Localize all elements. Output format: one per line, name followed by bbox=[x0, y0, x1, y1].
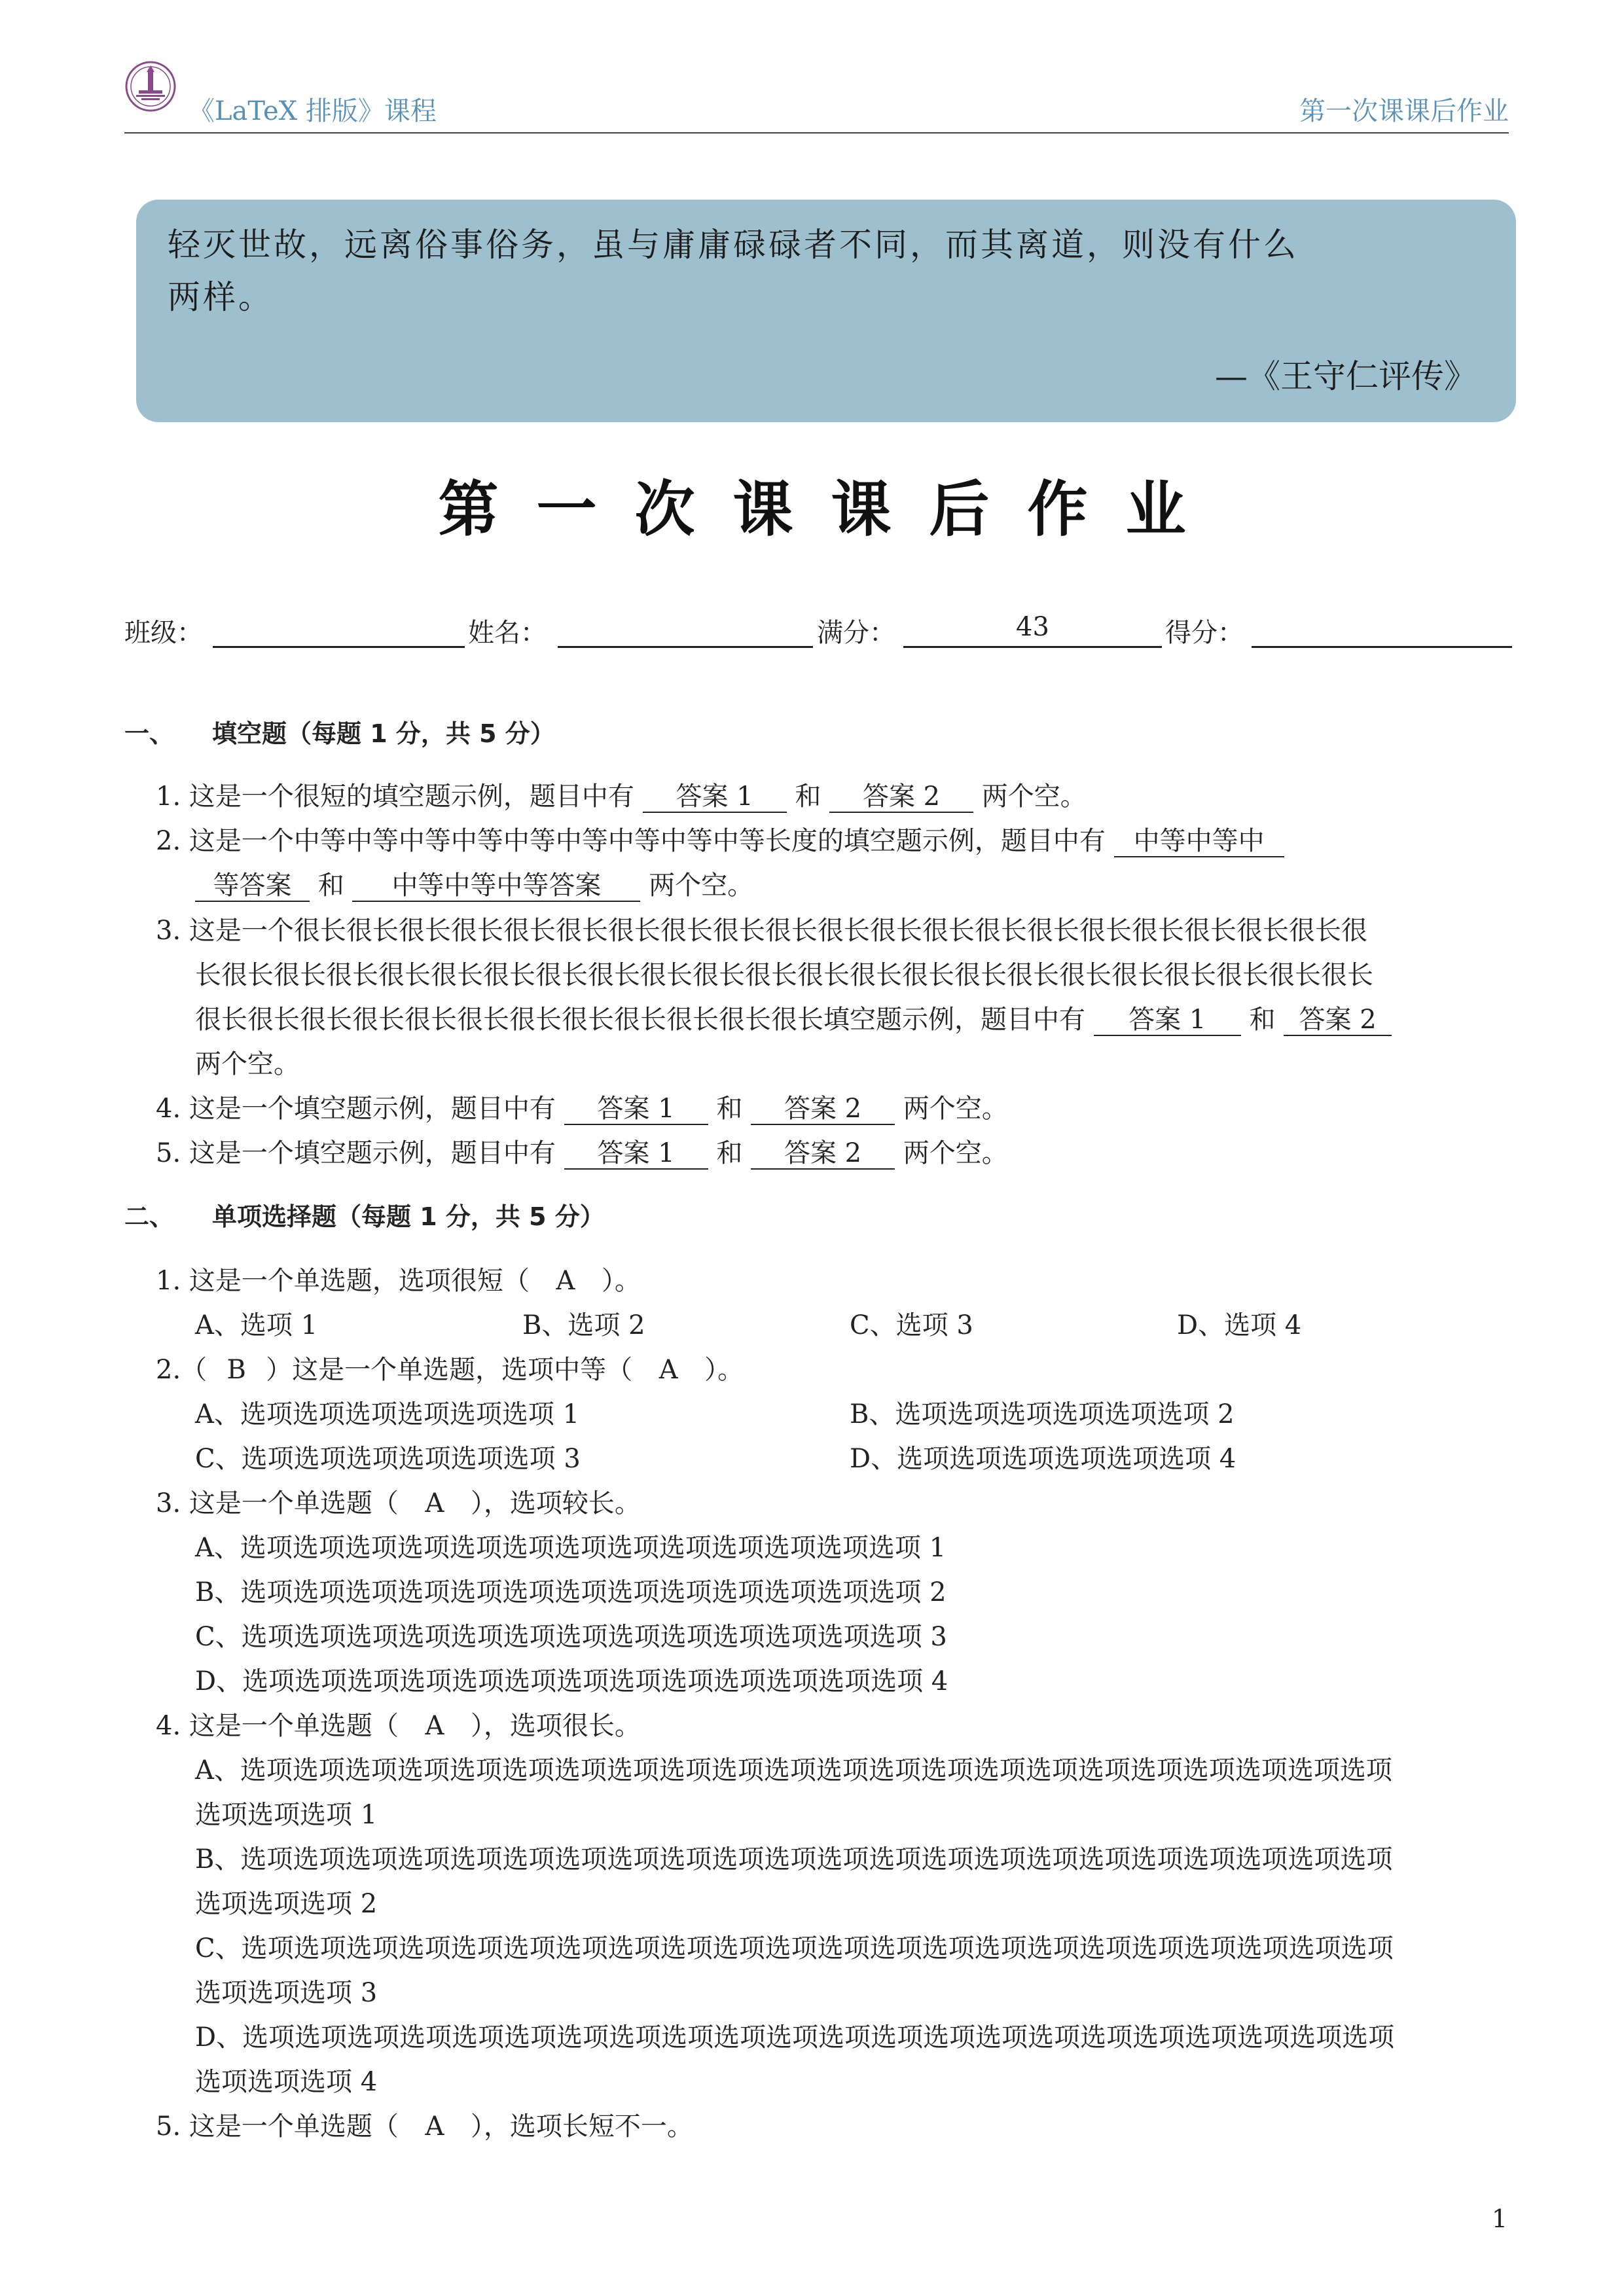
question-text: ），选项很长。 bbox=[470, 1711, 641, 1741]
question-text: 和 bbox=[716, 1138, 743, 1168]
choice-question-2 bbox=[156, 1349, 744, 1386]
question-text: （ bbox=[181, 1355, 208, 1385]
answer-choice[interactable]: A bbox=[556, 1266, 575, 1296]
page-number: 1 bbox=[1491, 2204, 1507, 2233]
option-c[interactable]: C、选项选项选项选项选项选项选项选项选项选项选项选项选项 3 bbox=[195, 1622, 947, 1652]
option-d-cont[interactable]: 选项选项选项 4 bbox=[195, 2067, 378, 2097]
class-field[interactable] bbox=[213, 646, 465, 648]
question-text: ）。 bbox=[601, 1266, 641, 1296]
course-name: 《LaTeX 排版》课程 bbox=[189, 96, 437, 126]
question-number: 3. bbox=[156, 916, 181, 946]
fill-question-5 bbox=[156, 1132, 1008, 1170]
option-d[interactable]: D、选项 4 bbox=[1177, 1310, 1302, 1340]
question-text: 这是一个中等中等中等中等中等中等中等中等中等长度的填空题示例，题目中有 bbox=[189, 826, 1106, 856]
answer-choice[interactable]: B bbox=[226, 1355, 246, 1385]
question-text: 这是一个单选题（ bbox=[189, 1711, 399, 1741]
full-score-label: 满分： bbox=[817, 618, 895, 648]
answer-blank[interactable]: 答案 1 bbox=[1094, 1005, 1241, 1036]
answer-blank[interactable]: 答案 2 bbox=[751, 1138, 895, 1170]
score-label: 得分： bbox=[1165, 618, 1244, 648]
choice-question-3 bbox=[156, 1482, 641, 1520]
question-text: 这是一个填空题示例，题目中有 bbox=[189, 1094, 556, 1124]
answer-blank[interactable]: 中等中等中等答案 bbox=[352, 870, 640, 902]
question-number: 3. bbox=[156, 1488, 181, 1518]
question-text: 这是一个单选题（ bbox=[189, 2111, 399, 2142]
quote-text bbox=[168, 211, 1482, 331]
answer-choice[interactable]: A bbox=[425, 2111, 444, 2142]
question-number: 1. bbox=[156, 781, 181, 812]
fill-question-4 bbox=[156, 1088, 1008, 1125]
score-field[interactable] bbox=[1252, 646, 1512, 648]
option-d[interactable]: D、选项选项选项选项选项选项选项选项选项选项选项选项选项选项选项选项选项选项选项选项选项选项 bbox=[195, 2022, 1395, 2053]
question-text: ）这是一个单选题，选项中等（ bbox=[266, 1355, 633, 1385]
quote-line-2: 两样。 bbox=[168, 278, 274, 316]
section-number: 一、 bbox=[124, 719, 175, 748]
option-c[interactable]: C、选项选项选项选项选项选项选项选项选项选项选项选项选项选项选项选项选项选项选项选项选项选项 bbox=[195, 1933, 1394, 1964]
option-a[interactable]: A、选项 1 bbox=[195, 1310, 318, 1340]
question-text: 两个空。 bbox=[649, 870, 754, 901]
answer-blank[interactable]: 答案 1 bbox=[564, 1094, 708, 1125]
answer-choice[interactable]: A bbox=[425, 1711, 444, 1741]
option-a[interactable]: A、选项选项选项选项选项选项 1 bbox=[195, 1399, 580, 1429]
assignment-name: 第一次课课后作业 bbox=[1299, 96, 1509, 126]
question-number: 4. bbox=[156, 1711, 181, 1741]
section-heading-single-choice bbox=[124, 1196, 605, 1232]
name-field[interactable] bbox=[558, 646, 813, 648]
answer-blank[interactable]: 答案 1 bbox=[643, 781, 787, 813]
fill-question-1 bbox=[156, 776, 1087, 813]
answer-blank[interactable]: 中等中等中 bbox=[1114, 826, 1284, 857]
question-text: 和 bbox=[1249, 1005, 1276, 1035]
option-a-cont[interactable]: 选项选项选项 1 bbox=[195, 1800, 378, 1830]
section-heading-fill-blank bbox=[124, 713, 555, 749]
option-b[interactable]: B、选项 2 bbox=[522, 1310, 645, 1340]
choice-question-1 bbox=[156, 1260, 641, 1297]
fill-question-2 bbox=[156, 820, 1284, 857]
question-number: 1. bbox=[156, 1266, 181, 1296]
section-title: 填空题（每题 1 分，共 5 分） bbox=[212, 719, 555, 748]
answer-choice[interactable]: A bbox=[425, 1488, 444, 1518]
option-a[interactable]: A、选项选项选项选项选项选项选项选项选项选项选项选项选项选项选项选项选项选项选项选项选项选项 bbox=[195, 1755, 1392, 1785]
answer-choice[interactable]: A bbox=[659, 1355, 678, 1385]
question-text: 两个空。 bbox=[903, 1138, 1008, 1168]
answer-blank[interactable]: 等答案 bbox=[195, 870, 310, 902]
option-a[interactable]: A、选项选项选项选项选项选项选项选项选项选项选项选项选项 1 bbox=[195, 1533, 947, 1563]
option-b[interactable]: B、选项选项选项选项选项选项选项选项选项选项选项选项选项 2 bbox=[195, 1577, 947, 1607]
question-number: 5. bbox=[156, 1138, 181, 1168]
option-b[interactable]: B、选项选项选项选项选项选项选项选项选项选项选项选项选项选项选项选项选项选项选项选项选项选项 bbox=[195, 1844, 1393, 1874]
quote-source: —《王守仁评传》 bbox=[1215, 357, 1477, 395]
fill-question-3-line4: 两个空。 bbox=[195, 1049, 300, 1079]
full-score-underline bbox=[903, 646, 1162, 648]
answer-blank[interactable]: 答案 2 bbox=[1284, 1005, 1392, 1036]
class-label: 班级： bbox=[124, 618, 203, 648]
fill-question-2-cont bbox=[195, 865, 753, 902]
answer-blank[interactable]: 答案 1 bbox=[564, 1138, 708, 1170]
question-text: 两个空。 bbox=[903, 1094, 1008, 1124]
answer-blank[interactable]: 答案 2 bbox=[751, 1094, 895, 1125]
question-text: 这是一个很短的填空题示例，题目中有 bbox=[189, 781, 634, 812]
fill-question-3-line2: 长很长很长很长很长很长很长很长很长很长很长很长很长很长很长很长很长很长很长很长很长很长很长 bbox=[195, 960, 1373, 990]
question-text: 和 bbox=[716, 1094, 743, 1124]
option-c-cont[interactable]: 选项选项选项 3 bbox=[195, 1978, 378, 2008]
choice-question-5 bbox=[156, 2106, 693, 2143]
option-c[interactable]: C、选项选项选项选项选项选项 3 bbox=[195, 1444, 581, 1474]
full-score-value: 43 bbox=[1016, 612, 1049, 642]
option-b[interactable]: B、选项选项选项选项选项选项 2 bbox=[850, 1399, 1235, 1429]
quote-line-1: 轻灭世故，远离俗事俗务，虽与庸庸碌碌者不同，而其离道，则没有什么 bbox=[168, 226, 1299, 264]
option-c[interactable]: C、选项 3 bbox=[850, 1310, 973, 1340]
option-d[interactable]: D、选项选项选项选项选项选项 4 bbox=[850, 1444, 1236, 1474]
question-text: 这是一个单选题（ bbox=[189, 1488, 399, 1518]
question-number: 4. bbox=[156, 1094, 181, 1124]
question-text: 两个空。 bbox=[981, 781, 1087, 812]
question-number: 2. bbox=[156, 826, 181, 856]
question-text: ）。 bbox=[704, 1355, 744, 1385]
name-label: 姓名： bbox=[468, 618, 547, 648]
choice-question-4 bbox=[156, 1705, 641, 1742]
question-text: 和 bbox=[795, 781, 821, 812]
question-text: 很长很长很长很长很长很长很长很长很长很长很长很长填空题示例，题目中有 bbox=[195, 1005, 1085, 1035]
answer-blank[interactable]: 答案 2 bbox=[829, 781, 973, 813]
university-logo-icon bbox=[124, 60, 177, 113]
question-number: 5. bbox=[156, 2111, 181, 2142]
question-text: ），选项长短不一。 bbox=[470, 2111, 693, 2142]
question-text: 和 bbox=[317, 870, 344, 901]
option-b-cont[interactable]: 选项选项选项 2 bbox=[195, 1889, 378, 1919]
quote-box bbox=[136, 200, 1516, 422]
page-header bbox=[124, 60, 1509, 134]
question-number: 2. bbox=[156, 1355, 181, 1385]
fill-question-3-line3 bbox=[195, 999, 1392, 1036]
section-number: 二、 bbox=[124, 1202, 175, 1231]
fill-question-3 bbox=[156, 910, 1367, 947]
question-text: 这是一个填空题示例，题目中有 bbox=[189, 1138, 556, 1168]
question-text: ），选项较长。 bbox=[470, 1488, 641, 1518]
page-title: 第一次课课后作业 bbox=[438, 475, 1224, 545]
student-info-row bbox=[124, 612, 1512, 651]
question-text: 这是一个单选题，选项很短（ bbox=[189, 1266, 530, 1296]
question-text: 这是一个很长很长很长很长很长很长很长很长很长很长很长很长很长很长很长很长很长很长很长很长很 bbox=[189, 916, 1367, 946]
section-title: 单项选择题（每题 1 分，共 5 分） bbox=[212, 1202, 605, 1231]
option-d[interactable]: D、选项选项选项选项选项选项选项选项选项选项选项选项选项 4 bbox=[195, 1666, 948, 1696]
